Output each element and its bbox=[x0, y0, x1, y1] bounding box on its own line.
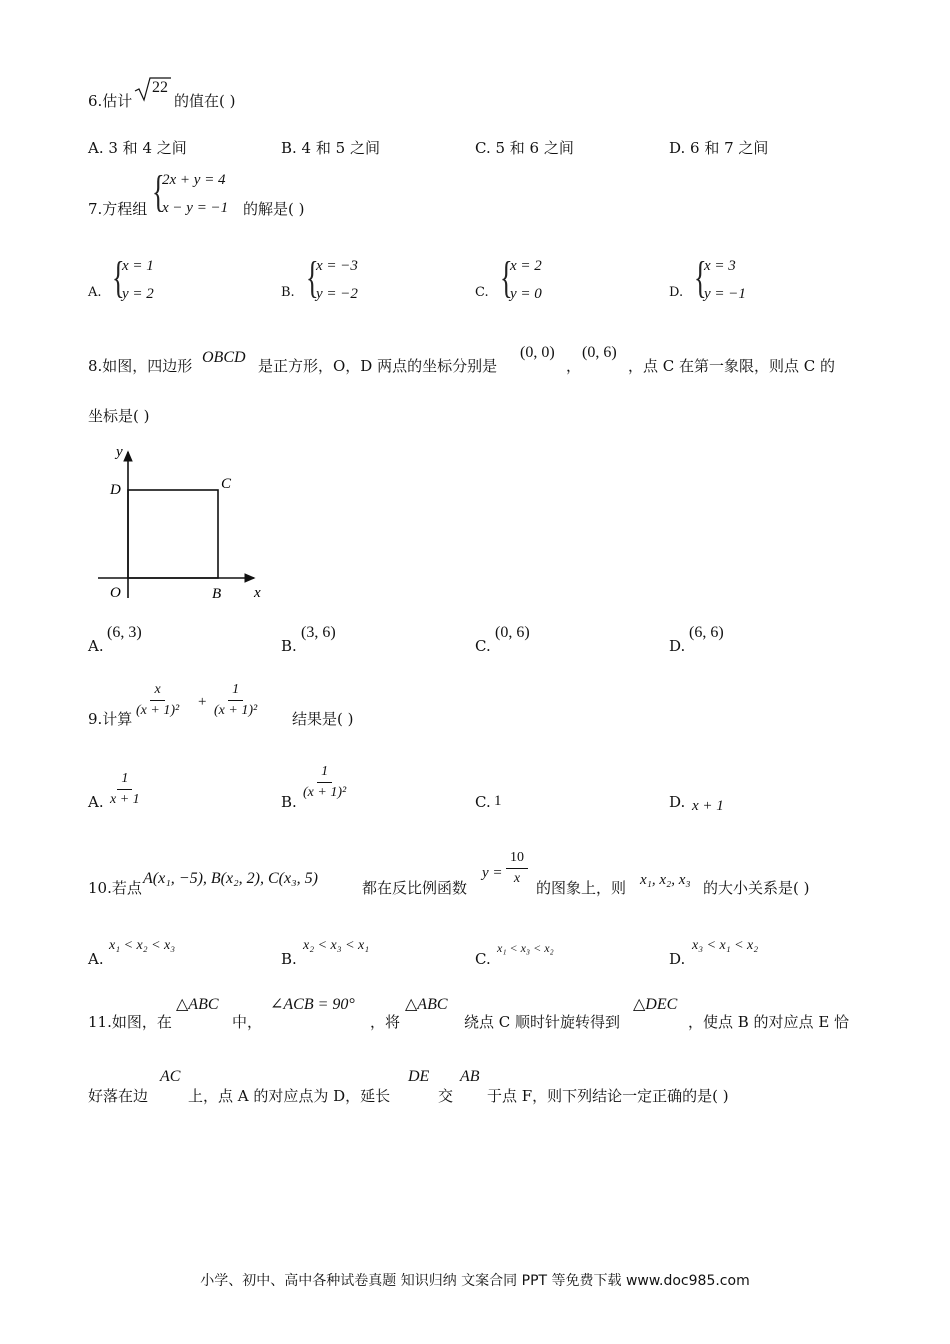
page-footer: 小学、初中、高中各种试卷真题 知识归纳 文案合同 PPT 等免费下载 www.doc985.com bbox=[200, 1273, 750, 1289]
q8-option-c: (0, 6) bbox=[495, 624, 530, 641]
q10-prefix: 10.若点 bbox=[88, 879, 142, 897]
q9-prefix: 9.计算 bbox=[88, 710, 133, 728]
fig-label-c: C bbox=[221, 476, 232, 492]
q11-p4: 绕点 C 顺时针旋转得到 bbox=[464, 1013, 621, 1031]
q7-equation-system: { 2x + y = 4 x − y = −1 bbox=[152, 167, 229, 216]
q11-p5: ，使点 B 的对应点 E 恰 bbox=[688, 1013, 850, 1031]
q8-line1-c: ，点 C 在第一象限，则点 C 的 bbox=[628, 357, 836, 375]
q9-fraction-2: $\frac{1}{\text{(x + 1)²}}$ bbox=[214, 682, 258, 718]
q11-seg2: DE bbox=[408, 1068, 430, 1085]
q7-option-b: { x = −3 y = −2 bbox=[306, 253, 358, 302]
fig-label-d: D bbox=[110, 482, 121, 498]
q6-radicand: 22 bbox=[152, 79, 168, 96]
q8-letter-c: C. bbox=[475, 637, 491, 655]
q10-mid: 都在反比例函数 bbox=[362, 879, 468, 897]
q11-seg3: AB bbox=[460, 1068, 480, 1085]
q8-line2: 坐标是( ) bbox=[88, 407, 150, 425]
q10-vars: x₁, x₂, x₃ bbox=[640, 872, 691, 888]
q10-letter-b: B. bbox=[281, 950, 297, 968]
q11-seg1: AC bbox=[160, 1068, 181, 1085]
fig-label-x: x bbox=[254, 585, 261, 601]
q8-coord2: (0, 6) bbox=[582, 344, 617, 361]
q8-comma: ， bbox=[566, 357, 582, 375]
q11-p8: 交 bbox=[438, 1087, 454, 1105]
q6-suffix: 的值在( ) bbox=[174, 92, 236, 110]
q10-func-fraction: $\frac{10}{x}$ bbox=[506, 850, 528, 887]
q10-suffix: 的大小关系是( ) bbox=[703, 879, 810, 897]
q8-letter-d: D. bbox=[669, 637, 686, 655]
fig-label-y: y bbox=[116, 444, 123, 460]
q8-option-d: (6, 6) bbox=[689, 624, 724, 641]
q6-prefix: 6.估计 bbox=[88, 92, 133, 110]
q10-letter-d: D. bbox=[669, 950, 686, 968]
q6-option-b: B. 4 和 5 之间 bbox=[281, 139, 380, 157]
q11-p1: 11.如图，在 bbox=[88, 1013, 172, 1031]
q7-letter-a: A. bbox=[88, 285, 102, 300]
q10-func-lhs: y = bbox=[482, 865, 503, 881]
q10-points: A(x₁, −5), B(x₂, 2), C(x₃, 5) bbox=[143, 870, 318, 887]
q10-option-b: x₂ < x₃ < x₁ bbox=[303, 938, 370, 953]
q6-option-a: A. 3 和 4 之间 bbox=[88, 139, 187, 157]
fig-label-b: B bbox=[212, 586, 222, 602]
q8-line1-b: 是正方形，O，D 两点的坐标分别是 bbox=[258, 357, 498, 375]
q9-letter-d: D. bbox=[669, 793, 686, 811]
q7-option-a: { x = 1 y = 2 bbox=[112, 253, 154, 302]
q6-option-c: C. 5 和 6 之间 bbox=[475, 139, 574, 157]
q10-option-a: x₁ < x₂ < x₃ bbox=[109, 938, 176, 953]
q10-letter-c: C. bbox=[475, 950, 491, 968]
q9-letter-a: A. bbox=[88, 793, 104, 811]
q7-prefix: 7.方程组 bbox=[88, 200, 148, 218]
q8-option-b: (3, 6) bbox=[301, 624, 336, 641]
q8-letter-a: A. bbox=[88, 637, 104, 655]
q9-option-c: 1 bbox=[494, 793, 502, 809]
q8-option-a: (6, 3) bbox=[107, 624, 142, 641]
q11-tri2: △ABC bbox=[405, 996, 448, 1013]
q7-letter-b: B. bbox=[281, 285, 295, 300]
q8-line1-a: 8.如图，四边形 bbox=[88, 357, 193, 375]
q11-p2: 中， bbox=[232, 1013, 263, 1031]
q11-tri1: △ABC bbox=[176, 996, 219, 1013]
q9-fraction-1: $\frac{x}{\text{(x + 1)²}}$ bbox=[136, 682, 180, 718]
q9-option-d: x + 1 bbox=[692, 798, 724, 814]
q11-angle: ∠ACB = 90° bbox=[270, 996, 355, 1013]
q7-suffix: 的解是( ) bbox=[243, 200, 305, 218]
fig-label-o: O bbox=[110, 585, 121, 601]
q10-option-d: x₃ < x₁ < x₂ bbox=[692, 938, 759, 953]
q7-option-d: { x = 3 y = −1 bbox=[694, 253, 746, 302]
q6-option-d: D. 6 和 7 之间 bbox=[669, 139, 769, 157]
q11-p6: 好落在边 bbox=[88, 1087, 149, 1105]
q7-letter-d: D. bbox=[669, 285, 684, 300]
q11-p3: ，将 bbox=[370, 1013, 401, 1031]
q8-letter-b: B. bbox=[281, 637, 297, 655]
q8-shape: OBCD bbox=[202, 349, 246, 366]
q7-eq2: x − y = −1 bbox=[162, 200, 229, 216]
q9-letter-c: C. bbox=[475, 793, 491, 811]
q10-letter-a: A. bbox=[88, 950, 104, 968]
q10-mid2: 的图象上，则 bbox=[536, 879, 627, 897]
q8-figure bbox=[94, 440, 269, 605]
q9-option-a: $\frac{1}{x + 1}$ bbox=[110, 771, 140, 807]
q9-suffix: 结果是( ) bbox=[292, 710, 354, 728]
q9-plus: + bbox=[198, 694, 207, 710]
q11-p7: 上，点 A 的对应点为 D，延长 bbox=[188, 1087, 391, 1105]
q10-option-c: x₁ < x₃ < x₂ bbox=[497, 941, 554, 955]
q9-letter-b: B. bbox=[281, 793, 297, 811]
q11-tri3: △DEC bbox=[633, 996, 678, 1013]
q7-eq1: 2x + y = 4 bbox=[162, 172, 226, 188]
q8-coord1: (0, 0) bbox=[520, 344, 555, 361]
square-obcd bbox=[128, 490, 218, 578]
q7-option-c: { x = 2 y = 0 bbox=[500, 253, 542, 302]
q9-option-b: $\frac{1}{\text{(x + 1)²}}$ bbox=[303, 764, 347, 800]
q11-p9: 于点 F，则下列结论一定正确的是( ) bbox=[487, 1087, 729, 1105]
q7-letter-c: C. bbox=[475, 285, 489, 300]
